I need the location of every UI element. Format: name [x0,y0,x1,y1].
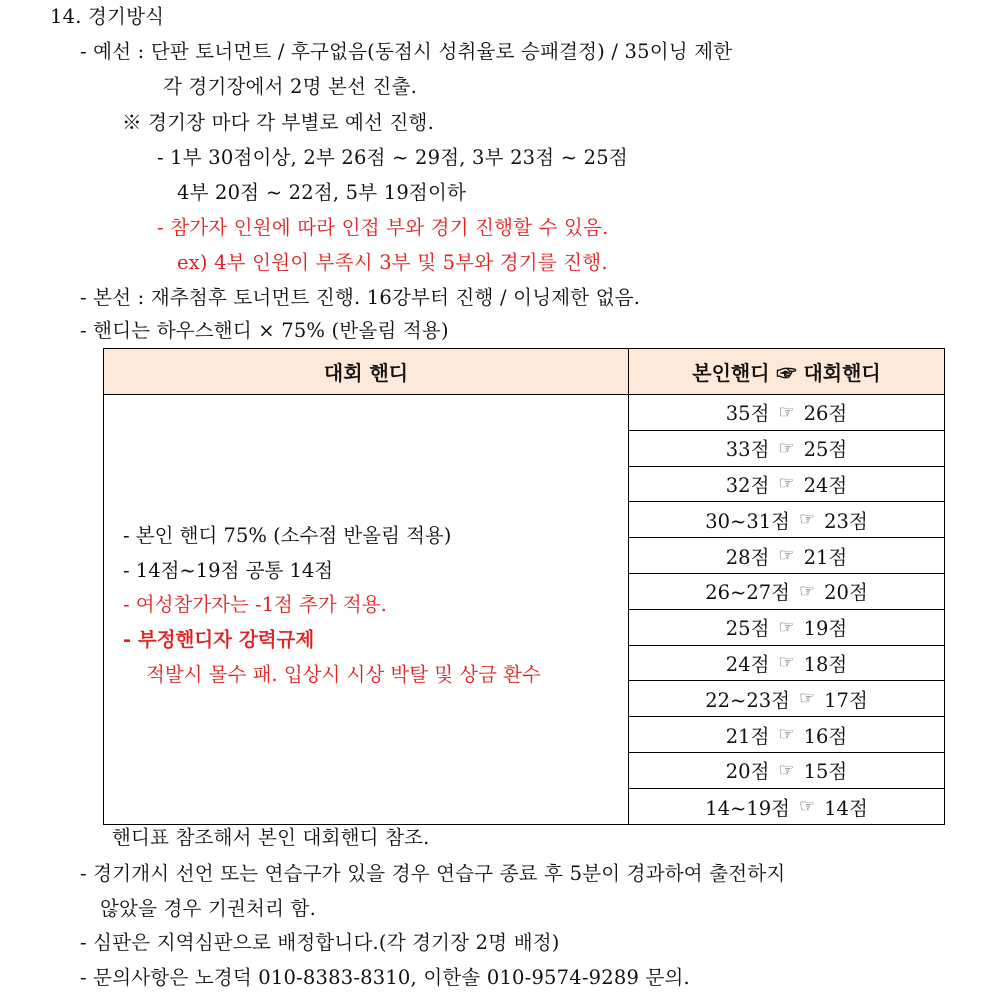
tournament-handicap: 21점 [803,545,848,569]
own-handicap: 35점 [725,402,770,426]
tournament-handicap: 16점 [803,724,848,748]
table-note-5: 적발시 몰수 패. 입상시 시상 박탈 및 상금 환수 [146,663,541,686]
pointing-hand-icon: ☞ [799,509,816,531]
pointing-hand-icon: ☞ [799,688,816,710]
table-note-1: - 본인 핸디 75% (소수점 반올림 적용) [123,524,452,547]
section-heading: 14. 경기방식 [50,5,165,28]
tournament-handicap: 24점 [803,473,848,497]
tournament-handicap: 14점 [824,796,868,820]
table-row [629,717,944,753]
pointing-hand-icon: ☞ [778,545,795,567]
handicap-line: - 핸디는 하우스핸디 × 75% (반올림 적용) [80,319,449,342]
table-header-right: 본인핸디 ☞ 대회핸디 [629,349,944,395]
tournament-handicap: 25점 [803,438,848,462]
prelim-line-2: 각 경기장에서 2명 본선 진출. [163,75,418,98]
table-row [629,789,944,825]
warning-line-1: - 참가자 인원에 따라 인접 부와 경기 진행할 수 있음. [157,216,609,239]
own-handicap: 33점 [725,438,770,462]
table-row [629,395,944,431]
own-handicap: 32점 [725,473,770,497]
prelim-line: - 예선 : 단판 토너먼트 / 후구없음(동점시 성취율로 승패결정) / 35이닝 제한 [80,40,733,63]
own-handicap: 26~27점 [705,581,790,605]
table-row [629,538,944,574]
tournament-handicap: 23점 [824,509,868,533]
main-line: - 본선 : 재추첨후 토너먼트 진행. 16강부터 진행 / 이닝제한 없음. [80,286,641,309]
own-handicap: 20점 [725,760,770,784]
division-line-1: - 1부 30점이상, 2부 26점 ~ 29점, 3부 23점 ~ 25점 [157,146,628,169]
start-line-2: 않았을 경우 기권처리 함. [100,897,316,920]
tournament-handicap: 19점 [803,617,848,641]
start-line-1: - 경기개시 선언 또는 연습구가 있을 경우 연습구 종료 후 5분이 경과하여 출전하지 [80,862,786,885]
own-handicap: 28점 [725,545,770,569]
table-row [629,610,944,646]
pointing-hand-icon: ☞ [778,616,795,638]
pointing-hand-icon: ☞ [778,473,795,495]
table-notes-cell [104,395,629,824]
tournament-handicap: 26점 [803,402,848,426]
own-handicap: 21점 [725,724,770,748]
tournament-handicap: 15점 [803,760,848,784]
own-handicap: 14~19점 [705,796,790,820]
note-line: ※ 경기장 마다 각 부별로 예선 진행. [122,111,434,134]
contact-line: - 문의사항은 노경덕 010-8383-8310, 이한솔 010-9574-9289 문의. [80,966,690,989]
referee-line: - 심판은 지역심판으로 배정합니다.(각 경기장 2명 배정) [80,931,560,954]
pointing-hand-icon: ☞ [778,652,795,674]
tournament-handicap: 18점 [803,652,848,676]
tournament-handicap: 20점 [824,581,868,605]
own-handicap: 22~23점 [705,688,790,712]
reference-line: 핸디표 참조해서 본인 대회핸디 참조. [112,826,430,849]
table-row [629,646,944,682]
table-header-left: 대회 핸디 [104,349,629,395]
handicap-table [103,348,945,825]
division-line-2: 4부 20점 ~ 22점, 5부 19점이하 [177,181,467,204]
table-note-2: - 14점~19점 공통 14점 [123,559,334,582]
own-handicap: 30~31점 [705,509,790,533]
own-handicap: 24점 [725,652,770,676]
table-note-3: - 여성참가자는 -1점 추가 적용. [123,593,387,616]
table-rows [629,395,944,824]
pointing-hand-icon: ☞ [778,759,795,781]
table-row [629,753,944,789]
table-row [629,681,944,717]
pointing-hand-icon: ☞ [778,401,795,423]
pointing-hand-icon: ☞ [799,796,816,818]
table-row [629,431,944,467]
table-row [629,502,944,538]
pointing-hand-icon: ☞ [799,580,816,602]
table-row [629,574,944,610]
warning-line-2: ex) 4부 인원이 부족시 3부 및 5부와 경기를 진행. [177,251,608,274]
pointing-hand-icon: ☞ [778,724,795,746]
pointing-hand-icon: ☞ [778,437,795,459]
table-note-4: - 부정핸디자 강력규제 [123,628,315,651]
tournament-handicap: 17점 [824,688,868,712]
table-row [629,467,944,503]
own-handicap: 25점 [725,617,770,641]
